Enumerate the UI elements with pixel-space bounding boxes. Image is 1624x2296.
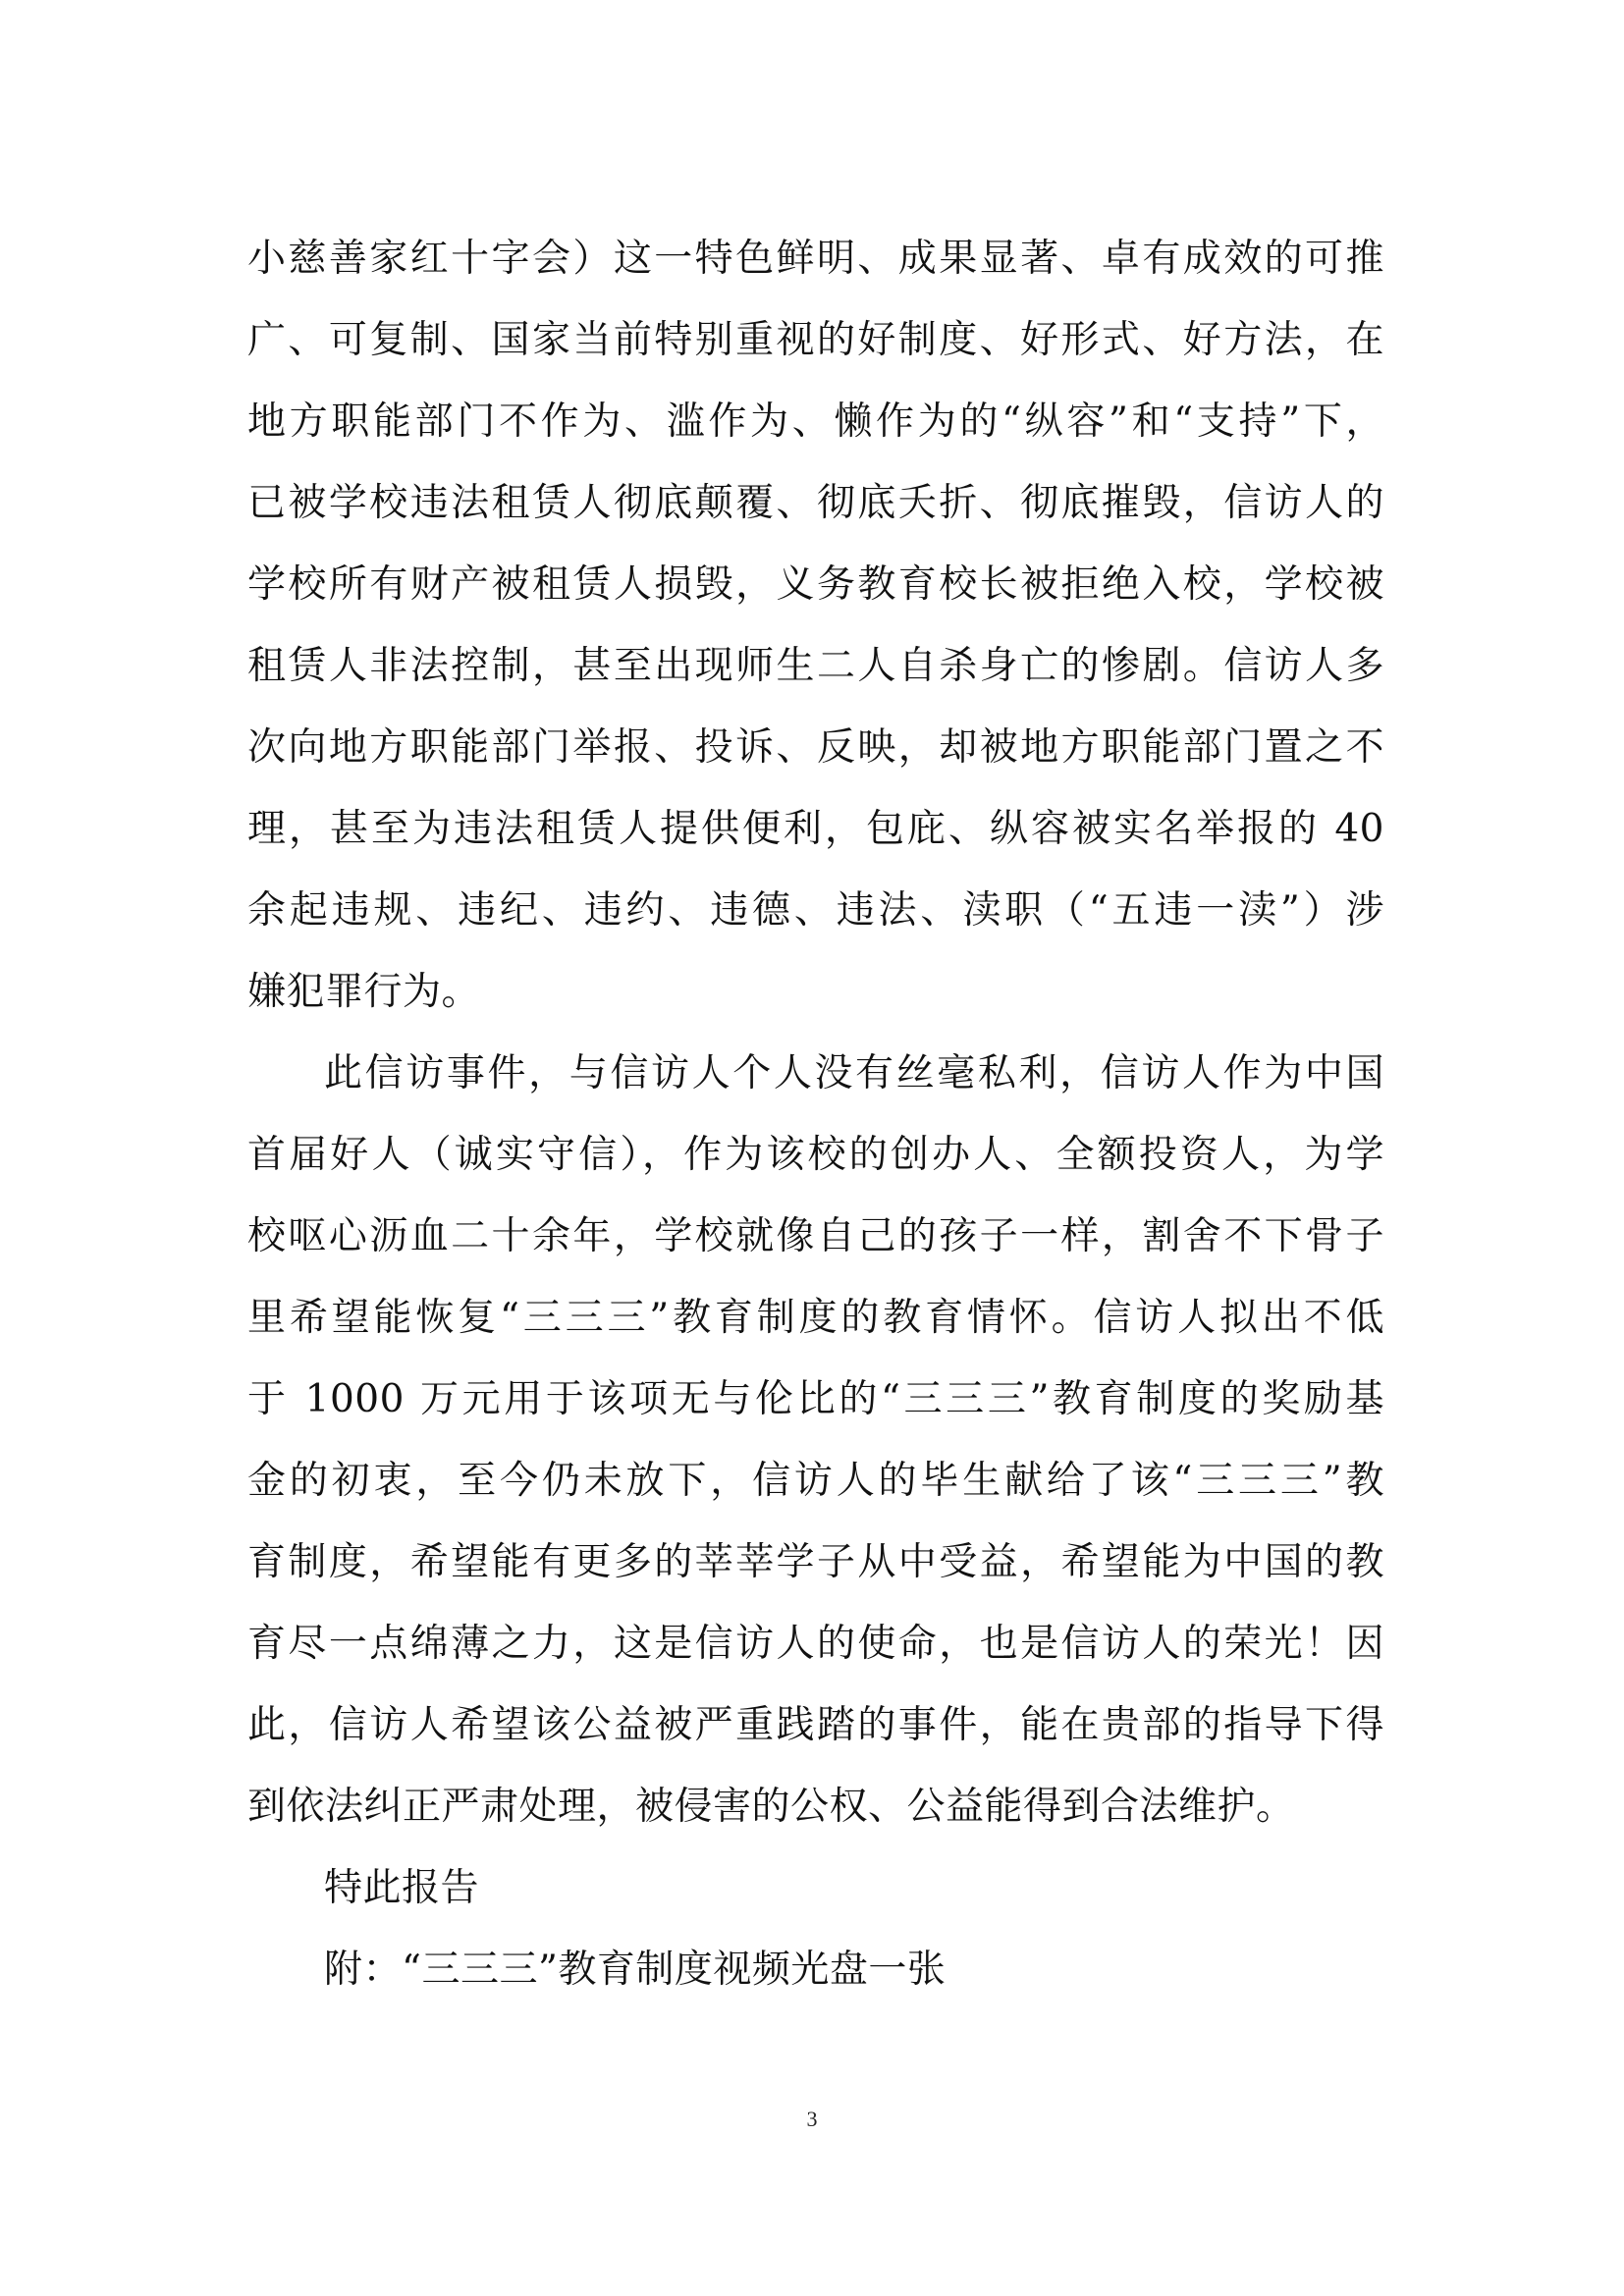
text-line: 广、可复制、国家当前特别重视的好制度、好形式、好方法，在 [247,318,1384,362]
text-line: 首届好人（诚实守信），作为该校的创办人、全额投资人，为学 [247,1133,1384,1177]
text-line: 校呕心沥血二十余年，学校就像自己的孩子一样，割舍不下骨子 [247,1214,1384,1258]
text-line: 理，甚至为违法租赁人提供便利，包庇、纵容被实名举报的 40 [247,807,1384,851]
text-line: 到依法纠正严肃处理，被侵害的公权、公益能得到合法维护。 [247,1785,1295,1829]
text-line: 地方职能部门不作为、滥作为、懒作为的“纵容”和“支持”下， [247,400,1384,444]
document-body [247,218,1384,2010]
text-line: 里希望能恢复“三三三”教育制度的教育情怀。信访人拟出不低 [247,1296,1384,1340]
text-line: 余起违规、违纪、违约、违德、违法、渎职（“五违一渎”）涉 [247,888,1384,933]
text-line: 嫌犯罪行为。 [247,970,481,1014]
text-line: 此信访事件，与信访人个人没有丝毫私利，信访人作为中国 [324,1051,1384,1095]
text-line: 育尽一点绵薄之力，这是信访人的使命，也是信访人的荣光！因 [247,1622,1384,1666]
closing-line: 特此报告 [324,1866,480,1910]
text-line: 育制度，希望能有更多的莘莘学子从中受益，希望能为中国的教 [247,1540,1384,1584]
attachment-line: 附：“三三三”教育制度视频光盘一张 [324,1948,947,1992]
text-line: 此，信访人希望该公益被严重践踏的事件，能在贵部的指导下得 [247,1703,1384,1747]
text-line: 学校所有财产被租赁人损毁，义务教育校长被拒绝入校，学校被 [247,562,1384,607]
text-line: 于 1000 万元用于该项无与伦比的“三三三”教育制度的奖励基 [247,1377,1384,1421]
text-line: 小慈善家红十字会）这一特色鲜明、成果显著、卓有成效的可推 [247,237,1384,281]
text-line: 次向地方职能部门举报、投诉、反映，却被地方职能部门置之不 [247,725,1384,770]
page-number: 3 [806,2107,818,2131]
text-line: 已被学校违法租赁人彻底颠覆、彻底夭折、彻底摧毁，信访人的 [247,481,1384,525]
text-line: 租赁人非法控制，甚至出现师生二人自杀身亡的惨剧。信访人多 [247,644,1384,688]
text-line: 金的初衷，至今仍未放下，信访人的毕生献给了该“三三三”教 [247,1459,1384,1503]
